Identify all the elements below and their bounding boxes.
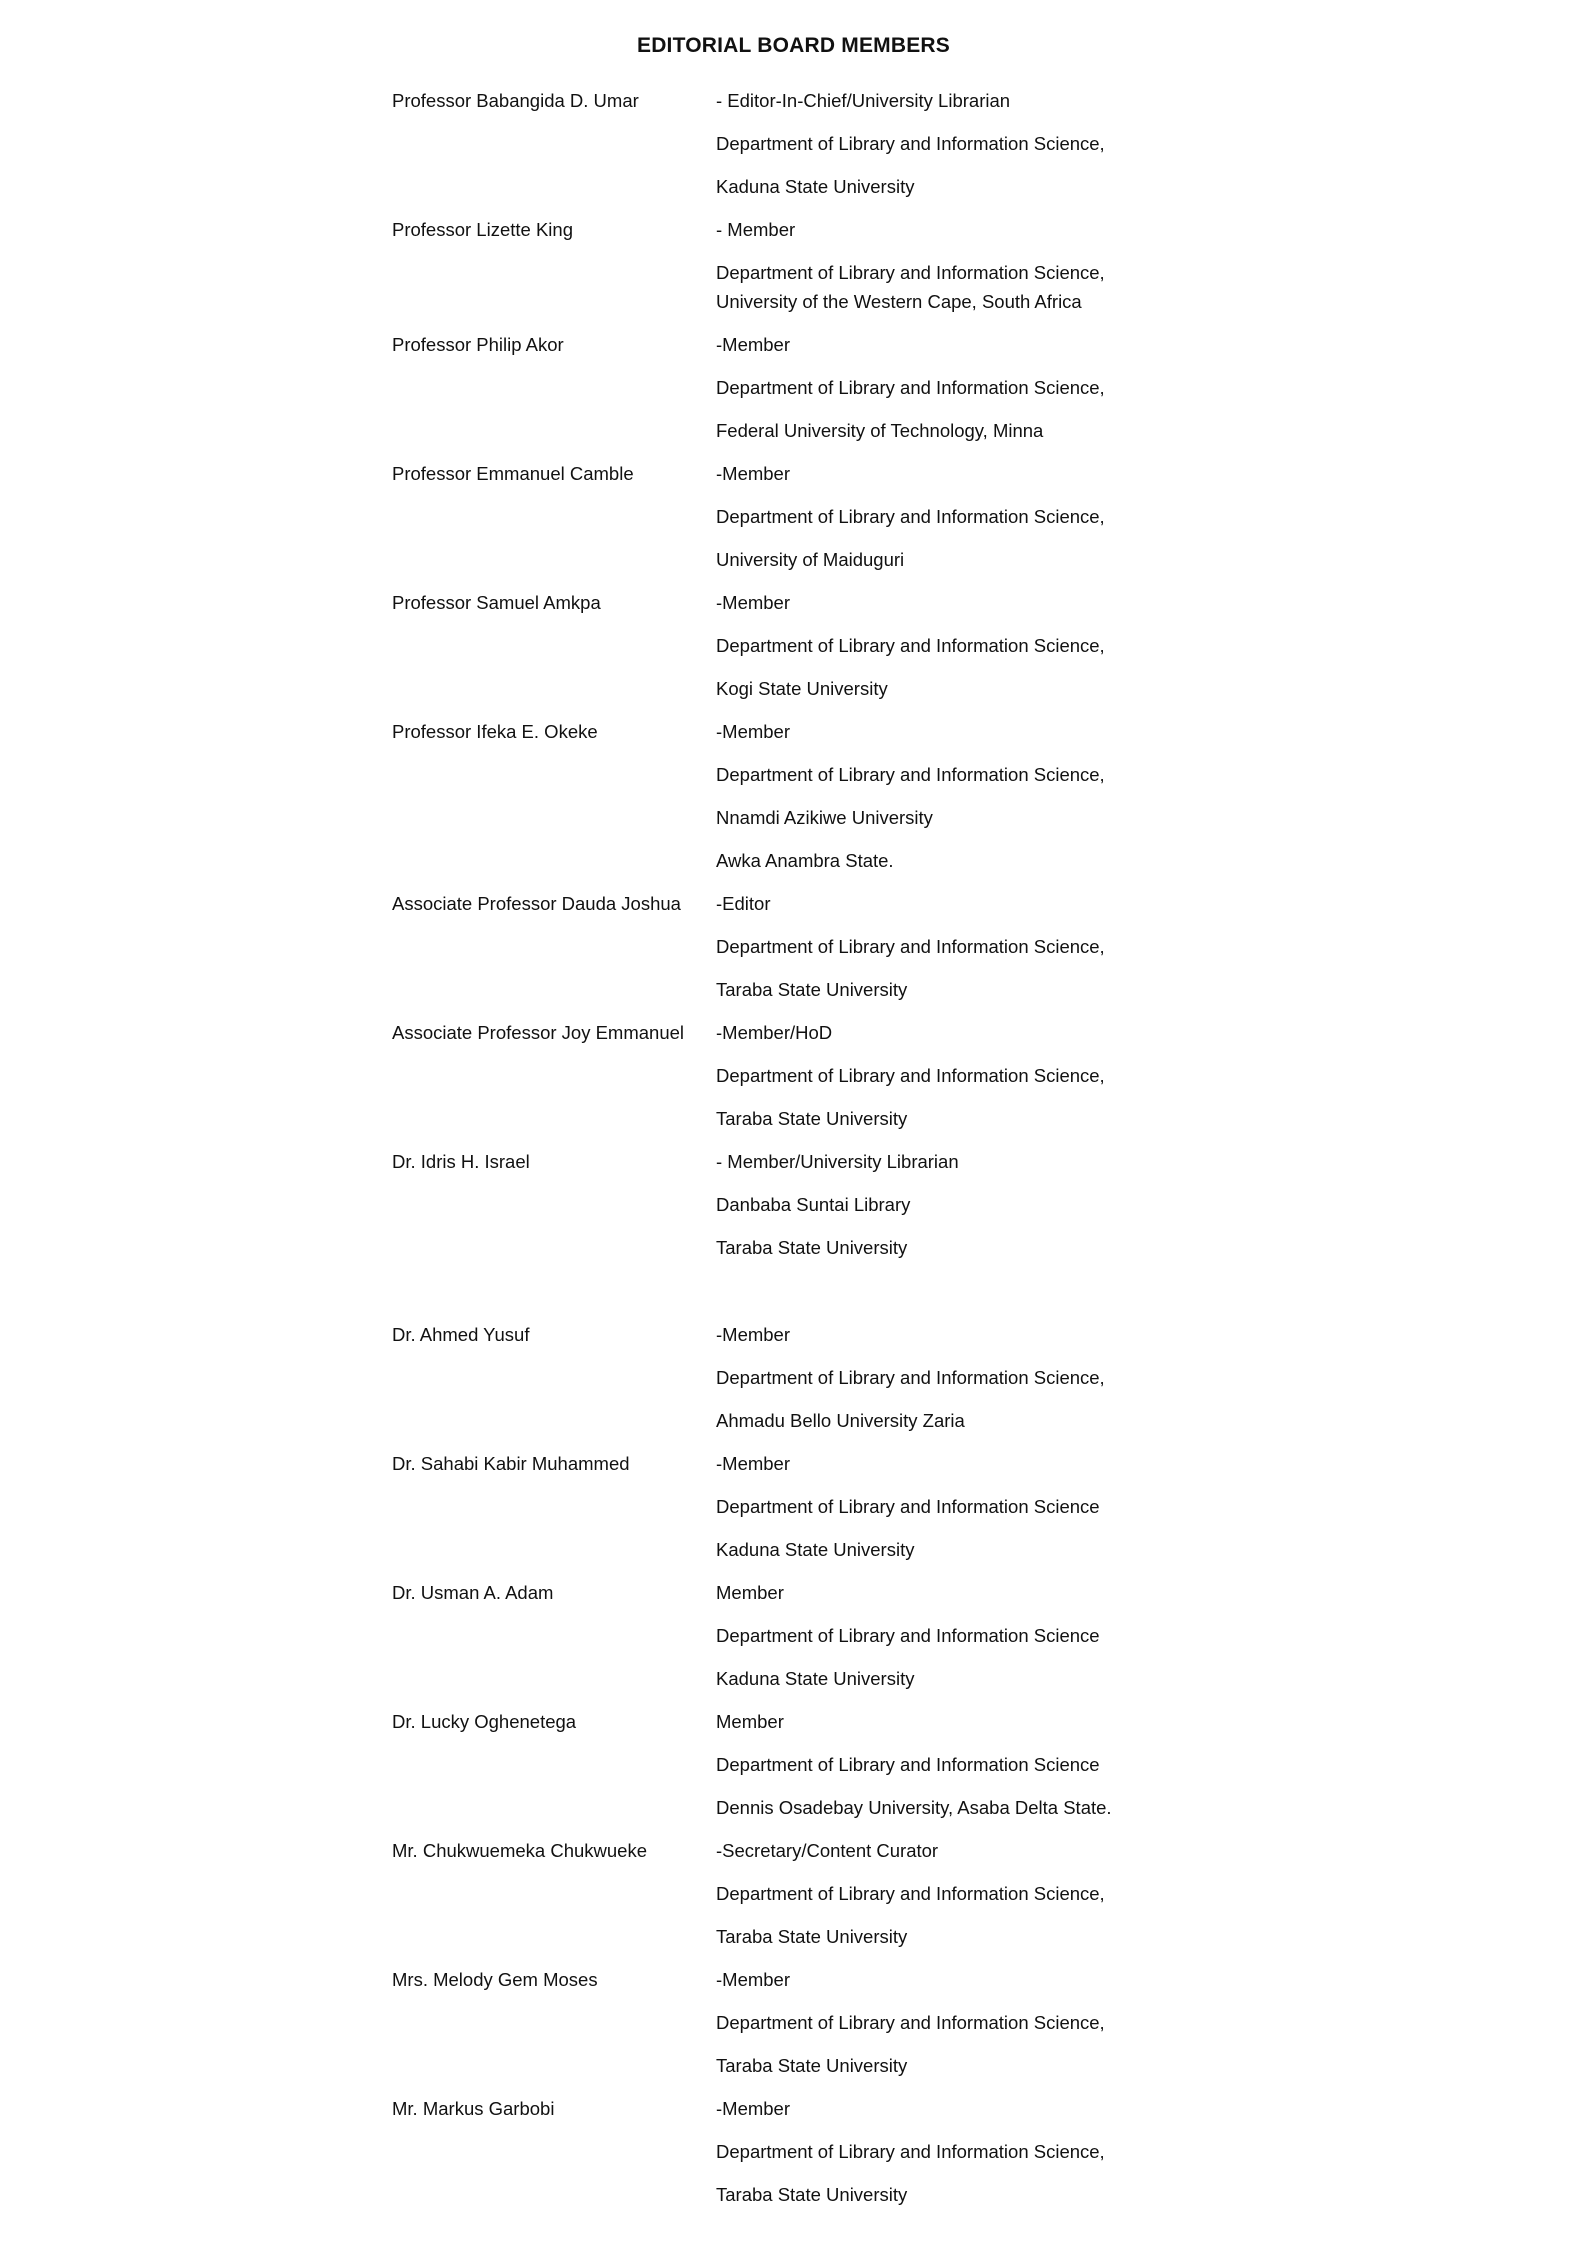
member-department: Department of Library and Information Science,	[716, 2012, 1105, 2033]
member-institution: Kaduna State University	[716, 1539, 915, 1560]
member-role: - Member/University Librarian	[716, 1151, 959, 1172]
member-institution: Taraba State University	[716, 1108, 908, 1129]
member-institution: Nnamdi Azikiwe University	[716, 807, 933, 828]
member-role: -Member	[716, 2098, 791, 2119]
member-name: Professor Ifeka E. Okeke	[392, 721, 598, 742]
member-details	[716, 1011, 1192, 1140]
member-department: Department of Library and Information Science,	[716, 133, 1105, 154]
board-member	[392, 1829, 1192, 1958]
member-role: Member	[716, 1711, 784, 1732]
member-department: Department of Library and Information Science,	[716, 377, 1105, 398]
member-department: Department of Library and Information Science,	[716, 2141, 1105, 2162]
member-institution: University of Maiduguri	[716, 549, 905, 570]
member-institution: Kaduna State University	[716, 1668, 915, 1689]
member-department: Department of Library and Information Science,	[716, 936, 1105, 957]
member-name: Mr. Markus Garbobi	[392, 2098, 555, 2119]
board-member	[392, 1140, 1192, 1269]
member-name: Mr. Chukwuemeka Chukwueke	[392, 1840, 647, 1861]
member-role: -Member	[716, 463, 791, 484]
member-name: Professor Samuel Amkpa	[392, 592, 601, 613]
member-role: -Editor	[716, 893, 771, 914]
member-details	[716, 2087, 1192, 2216]
member-institution: Taraba State University	[716, 2055, 908, 2076]
board-member	[392, 710, 1192, 882]
member-details	[716, 323, 1192, 452]
member-institution: Dennis Osadebay University, Asaba Delta State.	[716, 1797, 1112, 1818]
member-details	[716, 1442, 1192, 1571]
board-member	[392, 1700, 1192, 1829]
member-details	[716, 1571, 1192, 1700]
member-department: Department of Library and Information Science,	[716, 1065, 1105, 1086]
member-details	[716, 208, 1192, 323]
member-role: -Member	[716, 1969, 791, 1990]
member-name: Dr. Lucky Oghenetega	[392, 1711, 577, 1732]
board-member	[392, 1442, 1192, 1571]
member-institution: Kogi State University	[716, 678, 888, 699]
member-institution: Ahmadu Bello University Zaria	[716, 1410, 965, 1431]
member-details	[716, 882, 1192, 1011]
member-name: Associate Professor Dauda Joshua	[392, 893, 681, 914]
member-role: - Editor-In-Chief/University Librarian	[716, 90, 1011, 111]
board-member	[392, 452, 1192, 581]
member-department: Department of Library and Information Science	[716, 1625, 1100, 1646]
board-member	[392, 581, 1192, 710]
member-department: Danbaba Suntai Library	[716, 1194, 911, 1215]
member-details	[716, 1313, 1192, 1442]
member-department: Department of Library and Information Science,	[716, 1367, 1105, 1388]
member-institution: Federal University of Technology, Minna	[716, 420, 1044, 441]
member-details	[716, 581, 1192, 710]
member-details	[716, 1958, 1192, 2087]
member-role: -Member	[716, 592, 791, 613]
member-institution: Taraba State University	[716, 1926, 908, 1947]
member-name: Mrs. Melody Gem Moses	[392, 1969, 598, 1990]
member-department: Department of Library and Information Science,	[716, 506, 1105, 527]
member-institution: Taraba State University	[716, 979, 908, 1000]
member-details	[716, 1140, 1192, 1269]
member-details	[716, 710, 1192, 882]
member-name: Associate Professor Joy Emmanuel	[392, 1022, 685, 1043]
board-member	[392, 882, 1192, 1011]
member-affiliation	[716, 251, 1192, 323]
member-institution: University of the Western Cape, South Africa	[716, 291, 1082, 312]
member-role: -Member	[716, 721, 791, 742]
member-details	[716, 79, 1192, 208]
board-member	[392, 1011, 1192, 1140]
member-institution: Taraba State University	[716, 1237, 908, 1258]
member-institution: Taraba State University	[716, 2184, 908, 2205]
member-role: - Member	[716, 219, 796, 240]
member-location: Awka Anambra State.	[716, 850, 894, 871]
member-name: Professor Philip Akor	[392, 334, 564, 355]
member-name: Professor Emmanuel Camble	[392, 463, 634, 484]
board-member	[392, 208, 1192, 323]
page-title: EDITORIAL BOARD MEMBERS	[636, 34, 950, 57]
member-name: Dr. Sahabi Kabir Muhammed	[392, 1453, 630, 1474]
member-institution: Kaduna State University	[716, 176, 915, 197]
member-department: Department of Library and Information Science	[716, 1754, 1100, 1775]
member-department: Department of Library and Information Science,	[716, 635, 1105, 656]
member-role: -Member	[716, 1324, 791, 1345]
board-member	[392, 2087, 1192, 2216]
member-role: -Member/HoD	[716, 1022, 833, 1043]
member-details	[716, 1829, 1192, 1958]
member-department: Department of Library and Information Science	[716, 1496, 1100, 1517]
member-name: Professor Babangida D. Umar	[392, 90, 639, 111]
board-member	[392, 1313, 1192, 1442]
member-role: -Member	[716, 334, 791, 355]
member-department: Department of Library and Information Science,	[716, 1883, 1105, 1904]
board-member	[392, 1958, 1192, 2087]
board-member	[392, 323, 1192, 452]
board-member	[392, 79, 1192, 208]
board-member	[392, 1571, 1192, 1700]
editorial-board-list	[392, 79, 1192, 2216]
member-name: Dr. Idris H. Israel	[392, 1151, 530, 1172]
member-details	[716, 452, 1192, 581]
member-name: Dr. Ahmed Yusuf	[392, 1324, 530, 1345]
member-department: Department of Library and Information Science,	[716, 262, 1105, 283]
member-details	[716, 1700, 1192, 1829]
member-role: Member	[716, 1582, 784, 1603]
member-role: -Secretary/Content Curator	[716, 1840, 939, 1861]
member-role: -Member	[716, 1453, 791, 1474]
member-name: Professor Lizette King	[392, 219, 573, 240]
member-department: Department of Library and Information Science,	[716, 764, 1105, 785]
member-name: Dr. Usman A. Adam	[392, 1582, 554, 1603]
